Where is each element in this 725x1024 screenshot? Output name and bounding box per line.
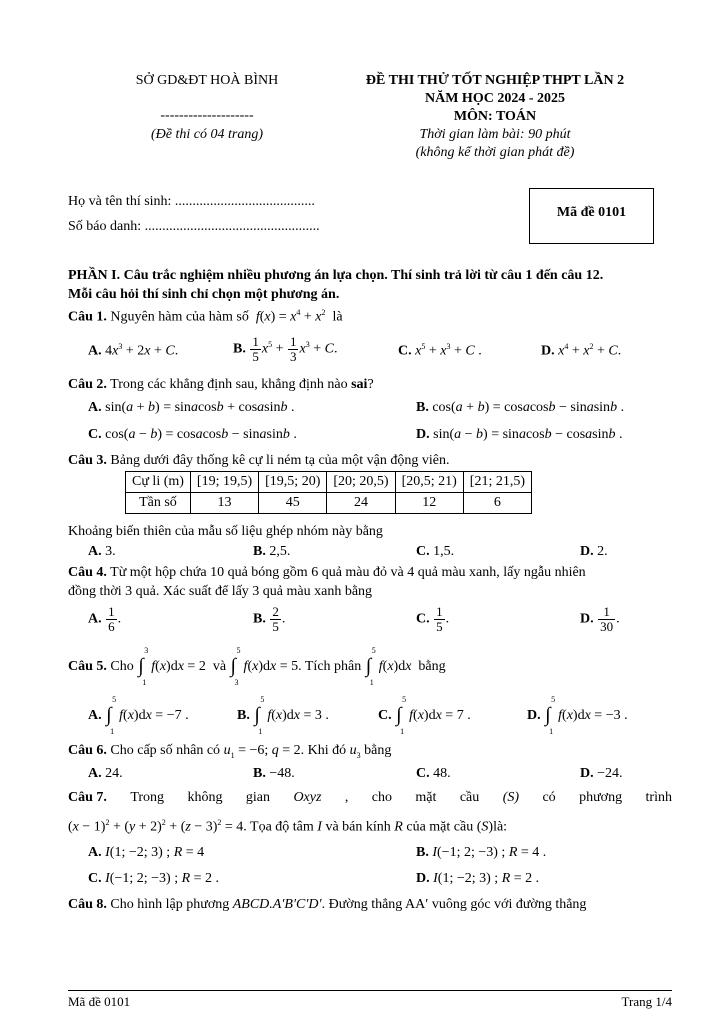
table-cell: [20; 20,5)	[327, 472, 395, 493]
q3-option-c[interactable]: C. 1,5.	[416, 544, 455, 559]
q5-option-d[interactable]: D. ∫ 5 1 f(x)dx = −3 .	[527, 695, 628, 736]
question-4-line2: đồng thời 3 quả. Xác suất để lấy 3 quả màu xanh bằng	[68, 584, 373, 599]
question-7-line2: $(x - 1)^2 + (y + 2)^2 + (z - 3)^2 = 4$. Tọa độ tâm I và bán kính R của mặt cầu (S)là:	[68, 818, 508, 835]
question-6: Câu 6. Cho cấp số nhân có $u_1 = -6$; q = 2. Khi đó $u_3$ bằng	[68, 743, 392, 760]
q2-option-b[interactable]: B. cos(a + b) = cosacosb − sinasinb .	[416, 400, 625, 415]
table-cell: 6	[463, 493, 531, 514]
exam-code: Mã đề 0101	[556, 205, 627, 220]
school-year: NĂM HỌC 2024 - 2025	[425, 91, 565, 106]
question-5: Câu 5. Cho ∫ 3 1 f(x)dx = 2 và ∫ 5 3 f(x)dx = 5. Tích phân ∫ 5 1 f(x)dx bằng	[68, 646, 446, 687]
q3-follow: Khoảng biến thiên của mẫu số liệu ghép nhóm này bằng	[68, 524, 383, 539]
table-cell: 45	[259, 493, 327, 514]
q4-option-b[interactable]: B. $\frac{2}{5}$ .	[253, 604, 286, 634]
q4-option-c[interactable]: C. $\frac{1}{5}$ .	[416, 604, 450, 634]
q6-option-a[interactable]: A. 24.	[88, 766, 123, 781]
exam-title: ĐỀ THI THỬ TỐT NGHIỆP THPT LẦN 2	[365, 73, 625, 88]
exam-time: Thời gian làm bài: 90 phút	[419, 127, 571, 142]
q6-option-b[interactable]: B. −48.	[253, 766, 295, 781]
exam-time-note: (không kể thời gian phát đề)	[415, 145, 575, 160]
part1-instruction: Mỗi câu hỏi thí sinh chỉ chọn một phương án.	[68, 287, 340, 302]
q3-option-a[interactable]: A. 3.	[88, 544, 116, 559]
question-7: Câu 7. Trong không gian Oxyz , cho mặt cầu (S) có phương trình	[68, 790, 672, 805]
q4-option-d[interactable]: D. $\frac{1}{30}$ .	[580, 604, 620, 634]
q5-option-a[interactable]: A. ∫ 5 1 f(x)dx = −7 .	[88, 695, 189, 736]
q3-option-b[interactable]: B. 2,5.	[253, 544, 291, 559]
table-row	[126, 493, 532, 514]
q2-option-a[interactable]: A. sin(a + b) = sinacosb + cosasinb .	[88, 400, 295, 415]
question-1: Câu 1. Nguyên hàm của hàm số $f(x) = x^4 + x^2$ là	[68, 308, 343, 325]
part1-title: PHẦN I. Câu trắc nghiệm nhiều phương án lựa chọn. Thí sinh trả lời từ câu 1 đến câu 12.	[68, 268, 604, 283]
candidate-id: Số báo danh: ..................................................	[68, 219, 320, 234]
distance-table	[125, 471, 532, 514]
table-cell: [19; 19,5)	[190, 472, 258, 493]
table-cell: 24	[327, 493, 395, 514]
q1-option-a[interactable]: A. $4x^3 + 2x + C$.	[88, 342, 179, 359]
page-number: Trang 1/4	[621, 994, 672, 1009]
table-cell: [20,5; 21)	[395, 472, 463, 493]
q7-option-d[interactable]: D. I(1; −2; 3) ; R = 2 .	[416, 871, 540, 886]
footer-divider	[68, 990, 672, 991]
table-cell: Tần số	[126, 493, 191, 514]
question-3: Câu 3. Bảng dưới đây thống kê cự li ném tạ của một vận động viên.	[68, 453, 450, 468]
question-4: Câu 4. Từ một hộp chứa 10 quả bóng gồm 6 quả màu đỏ và 4 quả màu xanh, lấy ngẫu nhiên	[68, 565, 586, 580]
q3-option-d[interactable]: D. 2.	[580, 544, 608, 559]
q1-option-c[interactable]: C. $x^5 + x^3 + C$ .	[398, 342, 482, 359]
q5-option-c[interactable]: C. ∫ 5 1 f(x)dx = 7 .	[378, 695, 471, 736]
table-cell: [21; 21,5)	[463, 472, 531, 493]
footer-code: Mã đề 0101	[68, 994, 131, 1009]
q1-option-b[interactable]: B. $\frac{1}{5}$ $x^5$ + $\frac{1}{3}$ $x^3 + C$.	[233, 334, 338, 364]
q7-option-c[interactable]: C. I(−1; 2; −3) ; R = 2 .	[88, 871, 220, 886]
table-cell: 12	[395, 493, 463, 514]
q4-option-a[interactable]: A. $\frac{1}{6}$ .	[88, 604, 122, 634]
department: SỞ GD&ĐT HOÀ BÌNH	[135, 73, 279, 88]
candidate-name: Họ và tên thí sinh: ........................................	[68, 194, 315, 209]
subject: MÔN: TOÁN	[453, 109, 537, 124]
pages-note: (Đề thi có 04 trang)	[151, 127, 263, 142]
q5-option-b[interactable]: B. ∫ 5 1 f(x)dx = 3 .	[237, 695, 329, 736]
question-8: Câu 8. Cho hình lập phương ABCD.A′B′C′D′. Đường thẳng AA′ vuông góc với đường thẳng	[68, 897, 587, 912]
q2-option-d[interactable]: D. sin(a − b) = sinacosb − cosasinb .	[416, 427, 623, 442]
table-header-row	[126, 472, 532, 493]
q7-option-a[interactable]: A. I(1; −2; 3) ; R = 4	[88, 845, 205, 860]
table-cell: Cự li (m)	[126, 472, 191, 493]
q1-option-d[interactable]: D. $x^4 + x^2 + C$.	[541, 342, 622, 359]
header-divider: --------------------	[160, 108, 254, 123]
q7-option-b[interactable]: B. I(−1; 2; −3) ; R = 4 .	[416, 845, 547, 860]
table-cell: 13	[190, 493, 258, 514]
q2-option-c[interactable]: C. cos(a − b) = cosacosb − sinasinb .	[88, 427, 297, 442]
question-2: Câu 2. Trong các khẳng định sau, khẳng định nào sai?	[68, 377, 374, 392]
q6-option-c[interactable]: C. 48.	[416, 766, 451, 781]
q6-option-d[interactable]: D. −24.	[580, 766, 623, 781]
table-cell: [19,5; 20)	[259, 472, 327, 493]
